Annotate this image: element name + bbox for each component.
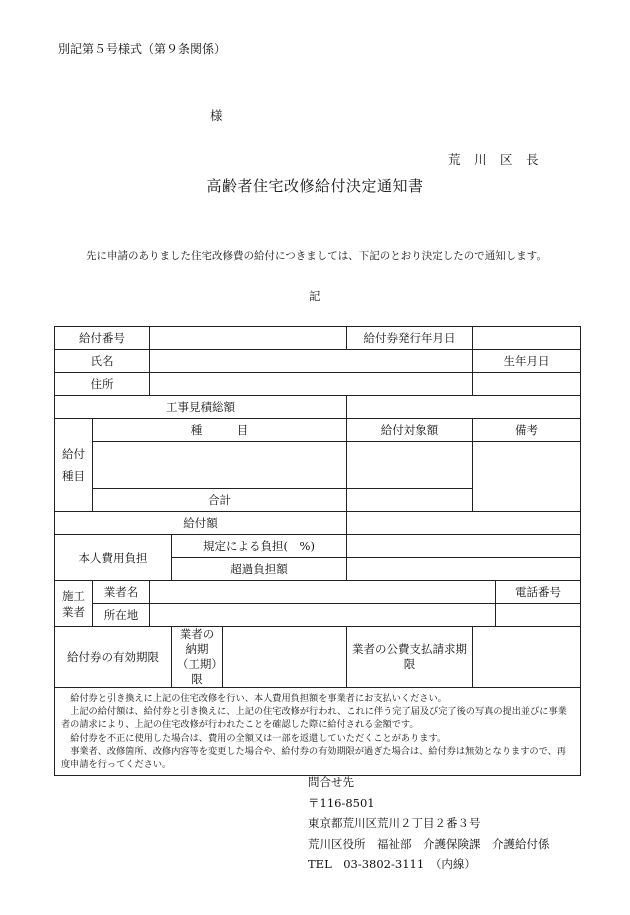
contact-address: 東京都荒川区荒川２丁目２番３号 bbox=[308, 816, 481, 830]
ki-marker: 記 bbox=[309, 289, 321, 303]
contact-postal: 〒116-8501 bbox=[308, 795, 375, 810]
recipient-suffix: 様 bbox=[210, 108, 223, 123]
intro-text: 先に申請のありました住宅改修費の給付につきましては、下記のとおり決定したので通知します。 bbox=[86, 250, 547, 262]
label-self-burden: 本人費用負担 bbox=[55, 535, 172, 581]
note-1: 給付券と引き換えに上記の住宅改修を行い、本人費用負担額を事業者にお支払いください。 bbox=[70, 693, 447, 704]
value-birthdate bbox=[473, 373, 581, 396]
label-eligible-amount: 給付対象額 bbox=[347, 419, 473, 442]
label-location: 所在地 bbox=[93, 604, 150, 627]
label-name: 氏名 bbox=[55, 350, 150, 373]
value-phone bbox=[496, 604, 581, 627]
value-claim-deadline bbox=[473, 627, 581, 688]
form-reference: 別記第５号様式（第９条関係） bbox=[58, 42, 227, 56]
label-excess-burden: 超過負担額 bbox=[172, 558, 347, 581]
issuer: 荒 川 区 長 bbox=[448, 152, 540, 167]
label-address: 住所 bbox=[55, 373, 150, 396]
contact-label: 問合せ先 bbox=[308, 775, 354, 789]
label-contractor: 施工業者 bbox=[55, 581, 93, 627]
contact-tel: TEL 03-3802-3111 （内線） bbox=[308, 857, 476, 871]
label-voucher-issue-date: 給付券発行年月日 bbox=[347, 327, 473, 350]
contact-block bbox=[308, 772, 550, 875]
label-claim-deadline: 業者の公費支払請求期限 bbox=[347, 627, 473, 688]
label-benefit-amount: 給付額 bbox=[55, 512, 347, 535]
label-regulated-burden: 規定による負担( %) bbox=[172, 535, 347, 558]
label-payment-no: 給付番号 bbox=[55, 327, 150, 350]
value-location bbox=[150, 604, 496, 627]
note-4: 事業者、改修箇所、改修内容等を変更した場合や、給付券の有効期限が過ぎた場合は、給付券は無効となりますので、再度申請を行ってください。 bbox=[61, 745, 566, 771]
document-title: 高齢者住宅改修給付決定通知書 bbox=[206, 177, 424, 195]
contact-department: 荒川区役所 福祉部 介護保険課 介護給付係 bbox=[308, 836, 550, 851]
label-phone: 電話番号 bbox=[496, 581, 581, 604]
label-delivery-deadline: 業者の納期（工期）限 bbox=[172, 627, 223, 688]
value-remarks bbox=[473, 442, 581, 512]
label-remarks: 備考 bbox=[473, 419, 581, 442]
value-eligible-amount bbox=[347, 442, 473, 489]
value-voucher-issue-date bbox=[473, 327, 581, 350]
label-voucher-validity: 給付券の有効期限 bbox=[55, 627, 172, 688]
label-subtotal: 合計 bbox=[93, 489, 347, 512]
note-2: 上記の給付額は、給付券と引き換えに、上記の住宅改修が行われ、これに伴う完了届及び完了後の写真の提出並びに事業者の請求により、上記の住宅改修が行われたことを確認した際に給付される金額です。 bbox=[61, 706, 567, 731]
value-delivery-deadline bbox=[223, 627, 347, 688]
label-birthdate: 生年月日 bbox=[473, 350, 581, 373]
value-subtotal bbox=[347, 489, 473, 512]
label-company-name: 業者名 bbox=[93, 581, 150, 604]
value-excess-burden bbox=[347, 558, 581, 581]
value-regulated-burden bbox=[347, 535, 581, 558]
label-item: 種 目 bbox=[93, 419, 347, 442]
value-name bbox=[150, 350, 473, 373]
benefit-form-table bbox=[54, 326, 581, 776]
value-benefit-amount bbox=[347, 512, 581, 535]
label-estimate-total: 工事見積総額 bbox=[55, 396, 347, 419]
value-item bbox=[93, 442, 347, 489]
label-benefit-type: 給付種目 bbox=[55, 419, 93, 512]
notes-box bbox=[55, 688, 581, 776]
value-address bbox=[150, 373, 473, 396]
value-company-name bbox=[150, 581, 496, 604]
value-estimate-total bbox=[347, 396, 581, 419]
value-payment-no bbox=[150, 327, 347, 350]
note-3: 給付券を不正に使用した場合は、費用の全額又は一部を返還していただくことがあります。 bbox=[70, 732, 447, 744]
